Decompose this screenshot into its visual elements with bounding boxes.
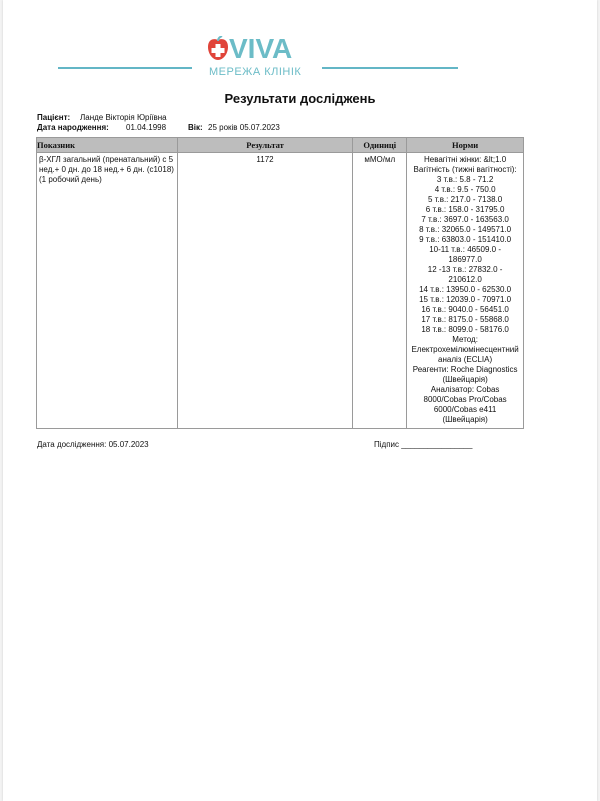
study-date: [37, 440, 149, 449]
norm-line: (Швейцарія): [442, 415, 488, 424]
indicator-cell: β-ХГЛ загальний (пренатальний) с 5 нед.+ 0 дн. до 18 нед.+ 6 дн. (с1018) (1 робочий день): [37, 153, 178, 429]
norm-line: 186977.0: [448, 255, 482, 264]
signature: [374, 440, 472, 449]
norm-line: 18 т.в.: 8099.0 - 58176.0: [421, 325, 509, 334]
norm-line: 12 -13 т.в.: 27832.0 -: [427, 265, 503, 274]
norm-line: 3 т.в.: 5.8 - 71.2: [436, 175, 494, 184]
patient-label: Пацієнт:: [37, 113, 71, 122]
norm-line: 17 т.в.: 8175.0 - 55868.0: [421, 315, 509, 324]
norm-line: 14 т.в.: 13950.0 - 62530.0: [419, 285, 512, 294]
results-table: [36, 137, 524, 429]
norms-cell: [407, 153, 524, 429]
norm-line: Вагітність (тижні вагітності):: [413, 165, 517, 174]
table-header-row: [37, 138, 524, 153]
medical-cross-logo-icon: [205, 36, 231, 62]
norm-line: 9 т.в.: 63803.0 - 151410.0: [419, 235, 512, 244]
age-label: Вік:: [188, 123, 203, 132]
norm-line: 10-11 т.в.: 46509.0 -: [429, 245, 502, 254]
clinic-logo: [205, 32, 317, 82]
result-cell: 1172: [177, 153, 353, 429]
signature-label: Підпис: [374, 440, 399, 449]
units-cell: мМО/мл: [353, 153, 407, 429]
brand-name: VIVA: [229, 33, 293, 64]
header-indicator: Показник: [37, 138, 178, 153]
norm-line: 6 т.в.: 158.0 - 31795.0: [425, 205, 505, 214]
norm-line: аналіз (ECLIA): [438, 355, 493, 364]
patient-name: Ланде Вікторія Юріївна: [80, 113, 167, 122]
header-line-right: [322, 67, 458, 69]
dob-value: 01.04.1998: [126, 123, 167, 132]
header-units: Одиниці: [353, 138, 407, 153]
norm-line: 7 т.в.: 3697.0 - 163563.0: [421, 215, 509, 224]
norm-line: 8 т.в.: 32065.0 - 149571.0: [419, 225, 512, 234]
brand-subtitle: МЕРЕЖА КЛІНІК: [209, 66, 302, 78]
study-date-label: Дата дослідження:: [37, 440, 107, 449]
norm-line: 15 т.в.: 12039.0 - 70971.0: [419, 295, 512, 304]
signature-line: ________________: [401, 440, 473, 449]
norm-line: Електрохемілюмінесцентний: [411, 345, 519, 354]
age-value: 25 років 05.07.2023: [208, 123, 280, 132]
norm-line: Невагітні жінки: &lt;1.0: [423, 155, 507, 164]
norm-line: 6000/Cobas e411: [433, 405, 497, 414]
study-date-value: 05.07.2023: [108, 440, 149, 449]
norm-line: Реагенти: Roche Diagnostics: [412, 365, 518, 374]
norm-line: 210612.0: [448, 275, 482, 284]
table-row: [37, 153, 524, 429]
norm-line: Метод:: [452, 335, 478, 344]
page-title: Результати досліджень: [224, 91, 376, 106]
header-line-left: [58, 67, 192, 69]
dob-label: Дата народження:: [37, 123, 109, 132]
norm-line: 16 т.в.: 9040.0 - 56451.0: [421, 305, 509, 314]
norm-line: (Швейцарія): [442, 375, 488, 384]
norm-line: 8000/Cobas Pro/Cobas: [423, 395, 507, 404]
header-norms: Норми: [407, 138, 524, 153]
norm-line: 5 т.в.: 217.0 - 7138.0: [428, 195, 503, 204]
norm-line: Аналізатор: Cobas: [430, 385, 500, 394]
header-result: Результат: [177, 138, 353, 153]
norm-line: 4 т.в.: 9.5 - 750.0: [434, 185, 496, 194]
